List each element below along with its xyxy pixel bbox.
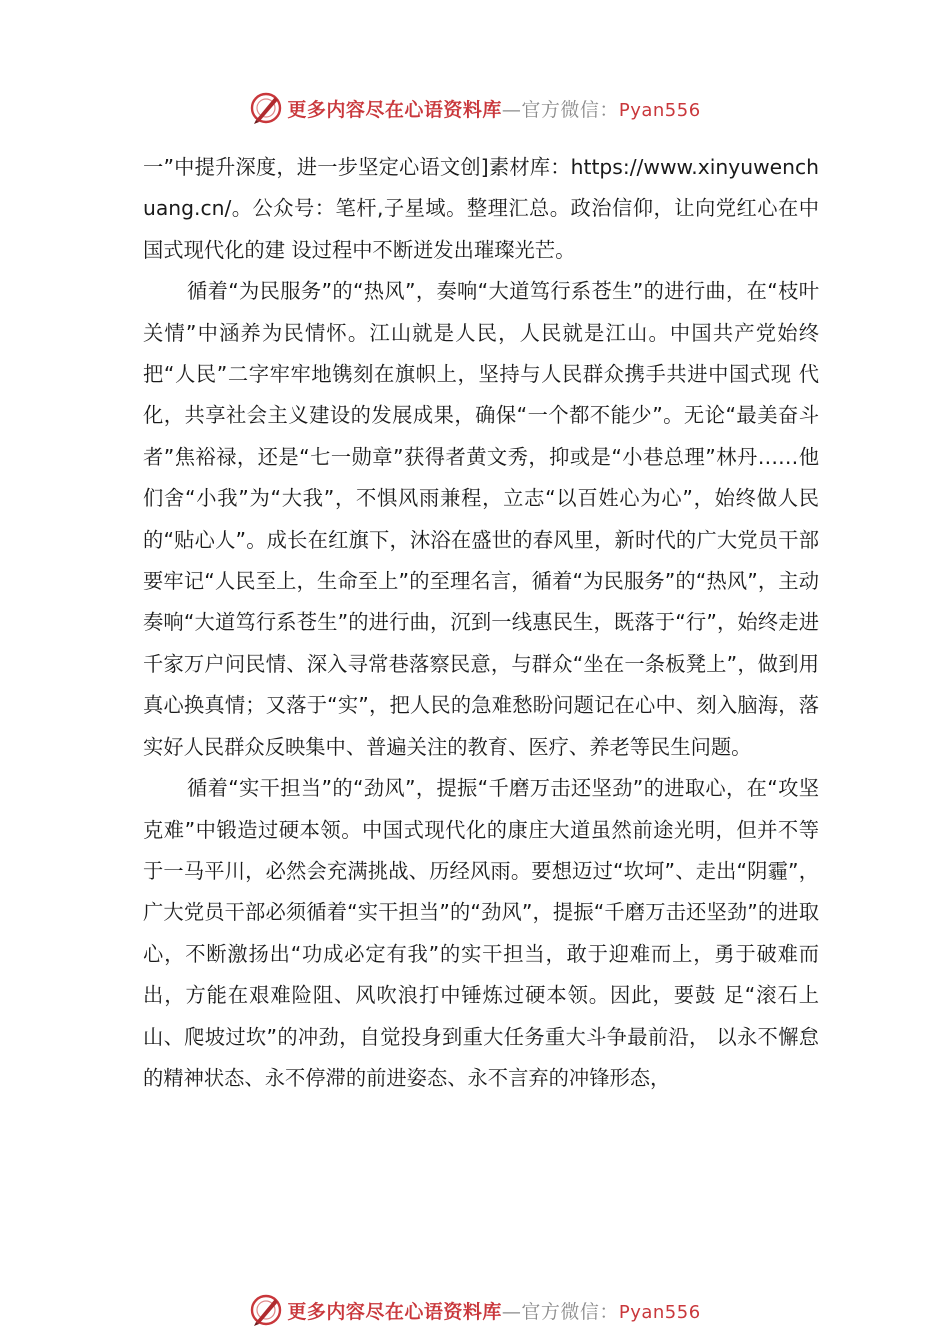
watermark-wechat-label: 官方微信： — [521, 1300, 619, 1323]
document-body — [143, 147, 819, 1099]
paragraph-2: 循着“为民服务”的“热风”，奏响“大道笃行系苍生”的进行曲，在“枝叶关情”中涵养为民情怀。江山就是人民，人民就是江山。中国共产党始终 把“人民”二字牢牢地镌刻在旗帜上，坚持与人民群众携手共进中国式现 代化，共享社会主义建设的发展成果，确保“一个都不能少”。无论“最美奋斗者”焦裕禄，还是“七一勋章”获得者黄文秀，抑或是“小巷总理”林丹……他们舍“小我”为“大我”，不惧风雨兼程，立志“以百姓心为心”，始终做人民的“贴心人”。成长在红旗下，沐浴在盛世的春风里，新时代的广大党员干部要牢记“人民至上，生命至上”的至理名言，循着“为民服务”的“热风”，主动奏响“大道笃行系苍生”的进行曲，沉到一线惠民生，既落于“行”，始终走进千家万户问民情、深入寻常巷落察民意，与群众“坐在一条板凳上”，做到用真心换真情；又落于“实”，把人民的急难愁盼问题记在心中、刻入脑海，落实好人民群众反映集中、普遍关注的教育、医疗、养老等民生问题。 — [143, 279, 819, 759]
watermark-dash: — — [501, 1300, 522, 1323]
paragraph-3: 循着“实干担当”的“劲风”，提振“千磨万击还坚劲”的进取心，在“攻坚克难”中锻造过硬本领。中国式现代化的康庄大道虽然前途光明，但并不等于一马平川，必然会充满挑战、历经风雨。要想迈过“坎坷”、走出“阴霾”，广大党员干部必须循着“实干担当”的“劲风”，提振“千磨万击还坚劲”的进取心，不断激扬出“功成必定有我”的实干担当，敢于迎难而上，勇于破难而出，方能在艰难险阻、风吹浪打中锤炼过硬本领。因此，要鼓 足“滚石上山、爬坡过坎”的冲劲，自觉投身到重大任务重大斗争最前沿， 以永不懈怠的精神状态、永不停滞的前进姿态、永不言弃的冲锋形态， — [143, 776, 819, 1090]
watermark-account: Pyan556 — [618, 99, 701, 121]
watermark-title: 更多内容尽在心语资料库 — [287, 1300, 502, 1323]
footer-watermark — [0, 1290, 950, 1330]
watermark-title: 更多内容尽在心语资料库 — [287, 98, 502, 121]
paragraph-1: 一”中提升深度，进一步坚定心语文创]素材库：https://www.xinyuwenchuang.cn/。公众号：笔杆,子星域。整理汇总。政治信仰，让向党红心在中国式现代化的建 设过程中不断迸发出璀璨光芒。 — [143, 155, 819, 262]
watermark-text — [287, 1297, 700, 1324]
watermark-account: Pyan556 — [618, 1301, 701, 1323]
watermark-text — [287, 95, 700, 122]
watermark-wechat-label: 官方微信： — [521, 98, 619, 121]
quill-pen-seal-icon — [249, 91, 283, 125]
watermark-dash: — — [501, 98, 522, 121]
quill-pen-seal-icon — [249, 1293, 283, 1327]
header-watermark — [0, 88, 950, 128]
